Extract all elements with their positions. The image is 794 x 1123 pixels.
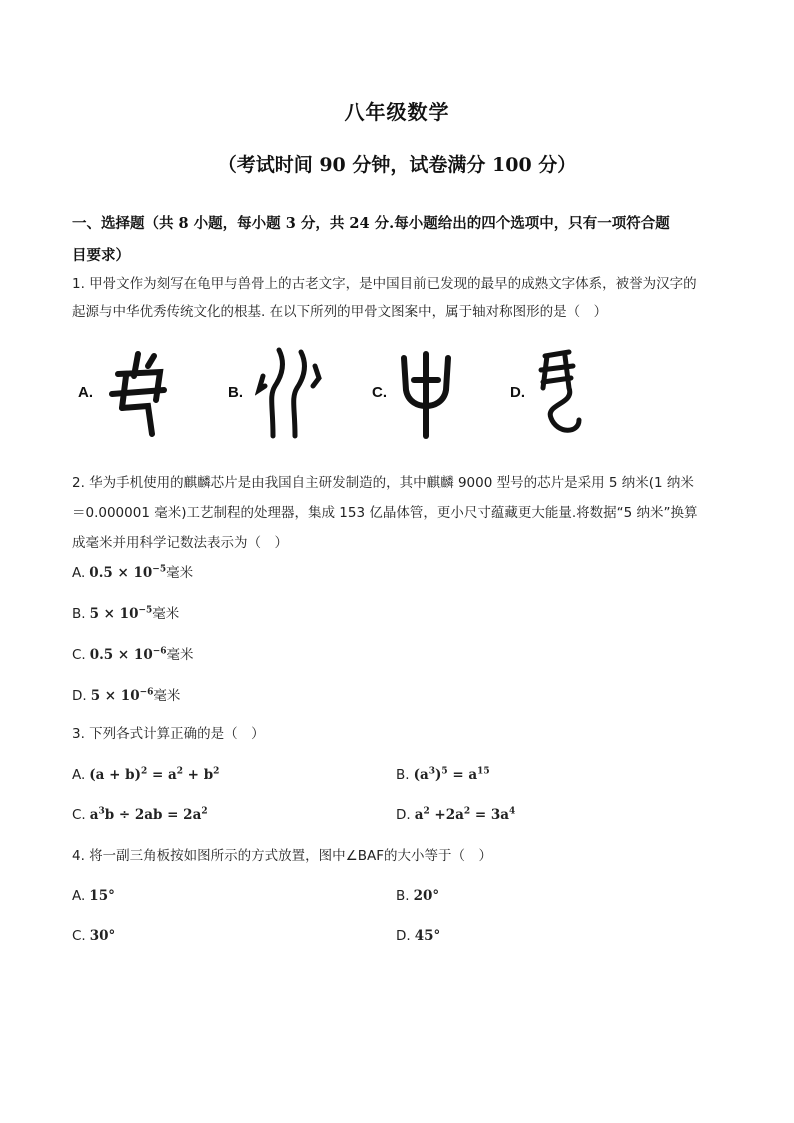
q3-option-d[interactable]: [396, 806, 515, 823]
oracle-glyph-b-image: [255, 346, 323, 440]
page-title: 八年级数学: [344, 100, 450, 124]
q2-option-b-coef: 5: [89, 606, 99, 622]
q4-option-b-label: B.: [396, 888, 410, 904]
q4-option-d[interactable]: [396, 928, 440, 944]
q4-option-d-value: 45°: [414, 928, 441, 944]
q2-option-b[interactable]: [72, 602, 179, 622]
q2-option-d-times: × 10: [100, 688, 140, 704]
question-4-stem: 4. 将一副三角板按如图所示的方式放置，图中∠BAF的大小等于（ ）: [72, 848, 493, 864]
q3-option-b-formula: $(a^3)^5 = a^{15}$: [413, 766, 490, 783]
q2-option-b-label: B.: [72, 606, 86, 622]
section-heading-line2: 目要求）: [72, 247, 130, 264]
q1-option-d-label: D.: [510, 384, 525, 401]
q4-option-c-label: C.: [72, 928, 86, 944]
q2-option-c-times: × 10: [113, 647, 153, 663]
q4-option-a[interactable]: [72, 888, 115, 904]
q2-option-d-unit: 毫米: [153, 688, 181, 704]
q2-option-c[interactable]: [72, 643, 194, 663]
q3-option-a-label: A.: [72, 766, 86, 783]
q1-option-a-label: A.: [78, 384, 93, 401]
q4-option-c[interactable]: [72, 928, 115, 944]
q2-option-d-exp: −6: [139, 687, 154, 698]
q1-option-c-label: C.: [372, 384, 387, 401]
q2-option-c-exp: −6: [152, 646, 167, 657]
q2-option-c-unit: 毫米: [166, 647, 194, 663]
q2-option-a-exp: −5: [152, 564, 167, 575]
question-2-line2: ＝0.000001 毫米)工艺制程的处理器，集成 153 亿晶体管，更小尺寸蕴藏更大能量.将数据“5 纳米”换算: [72, 505, 698, 521]
exam-info: （考试时间 90 分钟，试卷满分 100 分）: [217, 154, 577, 176]
question-1-line1: 1. 甲骨文作为刻写在龟甲与兽骨上的古老文字，是中国目前已发现的最早的成熟文字体系，被誉为汉字的: [72, 276, 697, 292]
section-heading-line1: 一、选择题（共 8 小题，每小题 3 分，共 24 分.每小题给出的四个选项中，只有一项符合题: [72, 215, 670, 232]
q1-option-b-label: B.: [228, 384, 243, 401]
oracle-glyph-a-image: [108, 348, 168, 440]
q2-option-a-coef: 0.5: [89, 565, 113, 581]
q4-option-d-label: D.: [396, 928, 411, 944]
q2-option-a-label: A.: [72, 565, 86, 581]
q2-option-d-coef: 5: [90, 688, 101, 704]
q4-option-a-label: A.: [72, 888, 86, 904]
q3-option-d-label: D.: [396, 806, 411, 823]
q2-option-a[interactable]: [72, 561, 193, 581]
question-2-line1: 2. 华为手机使用的麒麟芯片是由我国自主研发制造的，其中麒麟 9000 型号的芯片是采用 5 纳米(1 纳米: [72, 475, 694, 491]
q3-option-c-formula: $a^3b \div 2ab = 2a^2$: [89, 806, 208, 823]
q2-option-c-coef: 0.5: [89, 647, 114, 663]
question-3-stem: 3. 下列各式计算正确的是（ ）: [72, 726, 265, 742]
q3-option-c[interactable]: [72, 806, 208, 823]
q2-option-d-label: D.: [72, 688, 87, 704]
question-2-line3: 成毫米并用科学记数法表示为（ ）: [72, 535, 288, 551]
q4-option-a-value: 15°: [89, 888, 115, 904]
oracle-glyph-d-image: [535, 348, 585, 440]
q3-option-a-formula: $(a + b)^2 = a^2 + b^2$: [89, 766, 220, 783]
question-1-line2: 起源与中华优秀传统文化的根基. 在以下所列的甲骨文图案中，属于轴对称图形的是（ ）: [72, 304, 608, 320]
q4-option-b-value: 20°: [413, 888, 440, 904]
q3-option-b[interactable]: [396, 766, 490, 783]
q2-option-d[interactable]: [72, 684, 180, 704]
q4-option-b[interactable]: [396, 888, 439, 904]
q4-option-c-value: 30°: [89, 928, 116, 944]
q2-option-a-unit: 毫米: [166, 565, 194, 581]
q3-option-c-label: C.: [72, 806, 86, 823]
oracle-glyph-c-image: [398, 350, 454, 440]
q2-option-a-times: × 10: [112, 565, 153, 581]
question-2-stem: [72, 468, 722, 558]
question-1-stem: [72, 270, 722, 326]
q3-option-b-label: B.: [396, 766, 410, 783]
q3-option-a[interactable]: [72, 766, 219, 783]
q2-option-b-times: × 10: [98, 606, 139, 622]
q2-option-c-label: C.: [72, 647, 86, 663]
q2-option-b-exp: −5: [138, 605, 153, 616]
q2-option-b-unit: 毫米: [152, 606, 180, 622]
q3-option-d-formula: $a^2 +2a^2 = 3a^4$: [414, 806, 516, 823]
section-heading: [72, 208, 722, 272]
